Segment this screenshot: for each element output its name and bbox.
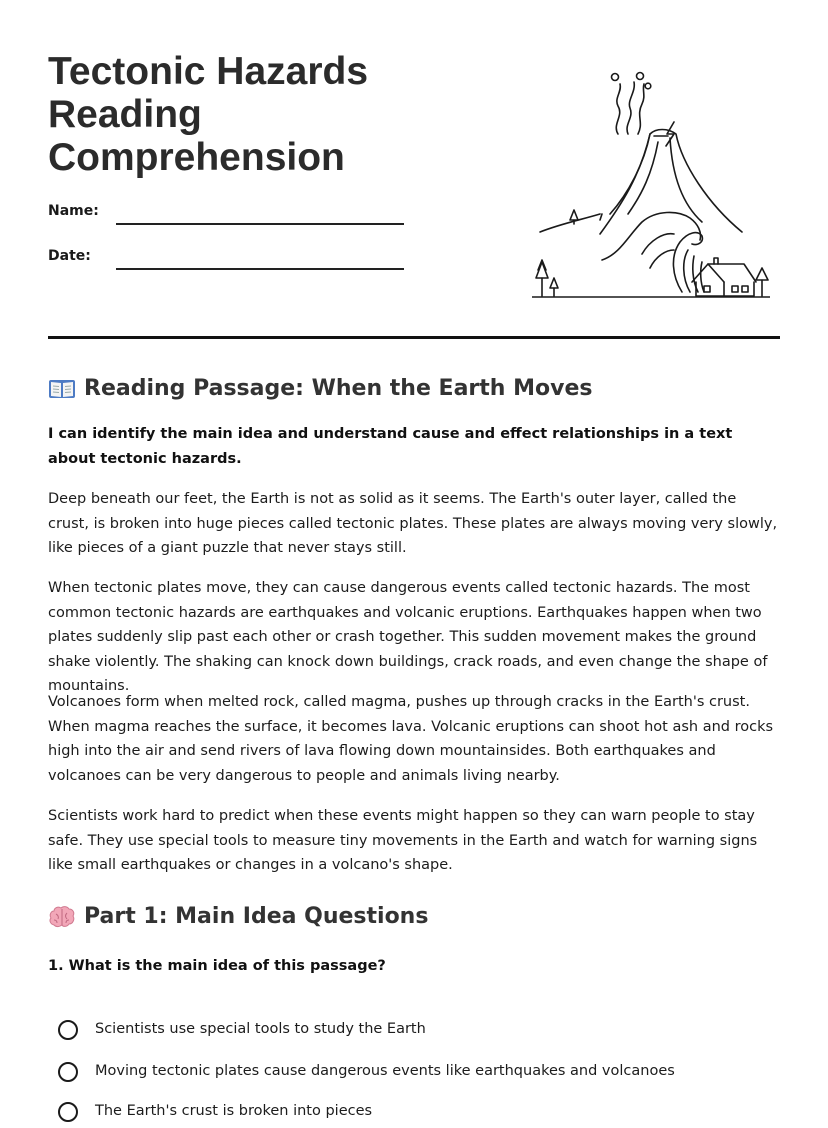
- name-label: Name:: [48, 203, 99, 219]
- option-b-label: Moving tectonic plates cause dangerous events like earthquakes and volcanoes: [95, 1063, 675, 1079]
- date-write-line[interactable]: [116, 268, 404, 270]
- passage-heading-text: Reading Passage: When the Earth Moves: [84, 376, 593, 401]
- passage-heading: [48, 375, 592, 403]
- name-write-line[interactable]: [116, 223, 404, 225]
- radio-button[interactable]: [58, 1102, 78, 1122]
- date-label: Date:: [48, 248, 91, 264]
- radio-button[interactable]: [58, 1062, 78, 1082]
- part1-heading-text: Part 1: Main Idea Questions: [84, 904, 429, 929]
- passage-paragraph-4: Scientists work hard to predict when these events might happen so they can warn people to stay safe. They use special tools to measure tiny movements in the Earth and watch for warning signs like small earthquakes or changes in a volcano's shape.: [48, 808, 758, 874]
- learning-objective: I can identify the main idea and understand cause and effect relationships in a text about tectonic hazards.: [48, 426, 733, 467]
- date-field[interactable]: [48, 248, 408, 278]
- open-book-icon: [48, 378, 76, 400]
- part1-heading: [48, 903, 428, 931]
- worksheet-header: [48, 0, 780, 340]
- passage-paragraph-3: Volcanoes form when melted rock, called magma, pushes up through cracks in the Earth's crust. When magma reaches the surface, it becomes lava. Volcanic eruptions can shoot hot ash and rocks high into the air and send rivers of lava flowing down mountainsides. Both earthquakes and volcanoes can be very dangerous to people and animals living nearby.: [48, 694, 774, 784]
- question-1: 1. What is the main idea of this passage?: [48, 958, 386, 974]
- brain-icon: [48, 905, 76, 929]
- radio-button[interactable]: [58, 1020, 78, 1040]
- name-field[interactable]: [48, 203, 408, 233]
- passage-paragraph-2: When tectonic plates move, they can cause dangerous events called tectonic hazards. The most common tectonic hazards are earthquakes and volcanic eruptions. Earthquakes happen when two plates suddenly slip past each other or crash together. This sudden movement makes the ground shake violently. The shaking can knock down buildings, crack roads, and even change the shape of mountains.: [48, 580, 768, 695]
- passage-paragraph-1: Deep beneath our feet, the Earth is not as solid as it seems. The Earth's outer layer, called the crust, is broken into huge pieces called tectonic plates. These plates are always moving very slowly, like pieces of a giant puzzle that never stays still.: [48, 491, 778, 557]
- page-title: Tectonic Hazards Reading Comprehension: [48, 50, 369, 179]
- option-a-label: Scientists use special tools to study the Earth: [95, 1021, 426, 1037]
- option-c-label: The Earth's crust is broken into pieces: [95, 1103, 373, 1119]
- header-divider: [48, 336, 780, 339]
- option-b[interactable]: [58, 1062, 758, 1088]
- option-c[interactable]: [58, 1102, 758, 1128]
- worksheet-page: [48, 0, 780, 1118]
- volcano-tsunami-house-illustration: [532, 64, 770, 304]
- option-a[interactable]: [58, 1020, 758, 1046]
